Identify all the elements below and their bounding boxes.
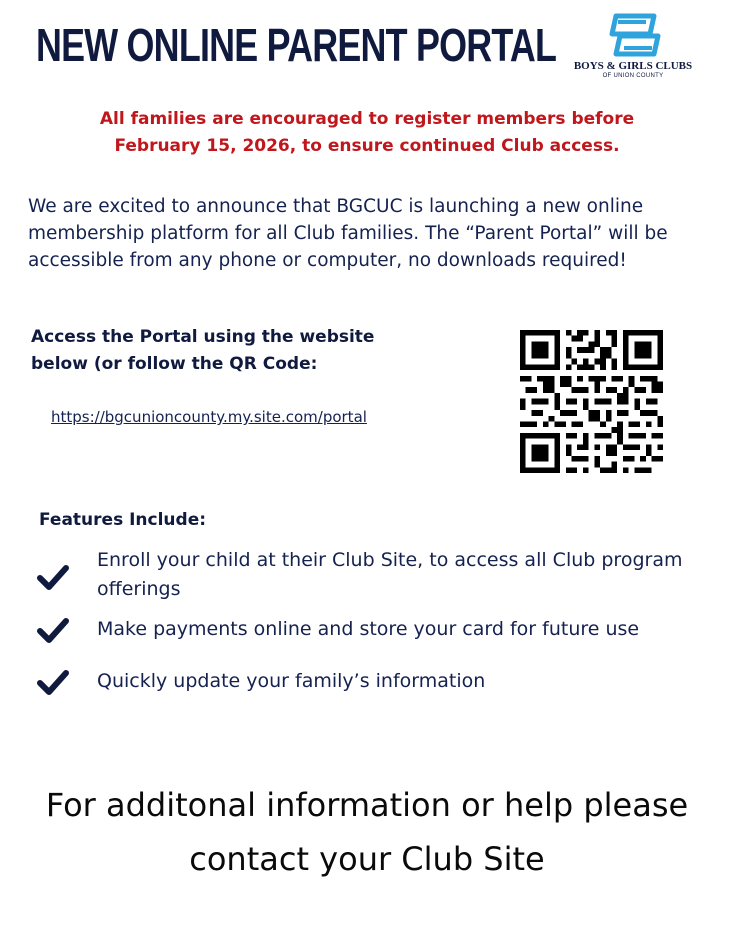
- feature-text: Quickly update your family’s information: [97, 670, 486, 692]
- checkmark-icon: [36, 564, 70, 592]
- page-title: NEW ONLINE PARENT PORTAL: [36, 19, 557, 71]
- bgc-hands-icon: [598, 12, 668, 58]
- feature-text: Make payments online and store your card for future use: [97, 618, 640, 640]
- bgc-logo: [566, 12, 700, 86]
- feature-text: Enroll your child at their Club Site, to access all Club program offerings: [97, 549, 683, 600]
- portal-link[interactable]: https://bgcunioncounty.my.site.com/portal: [51, 408, 367, 426]
- qr-code-icon: [520, 330, 663, 473]
- logo-name: BOYS & GIRLS CLUBS: [573, 60, 693, 72]
- checkmark-icon: [36, 669, 70, 697]
- intro-paragraph: We are excited to announce that BGCUC is launching a new online membership platform for all Club families. The “Parent Portal” will be accessible from any phone or computer, no downloads required!: [28, 196, 668, 271]
- checkmark-icon: [36, 617, 70, 645]
- contact-footer: For additonal information or help please contact your Club Site: [45, 786, 689, 878]
- logo-subtitle: OF UNION COUNTY: [602, 73, 664, 79]
- registration-notice: All families are encouraged to register members before February 15, 2026, to ensure continued Club access.: [99, 109, 635, 156]
- features-heading: Features Include:: [39, 510, 207, 530]
- access-instructions: Access the Portal using the website below (or follow the QR Code:: [31, 327, 375, 374]
